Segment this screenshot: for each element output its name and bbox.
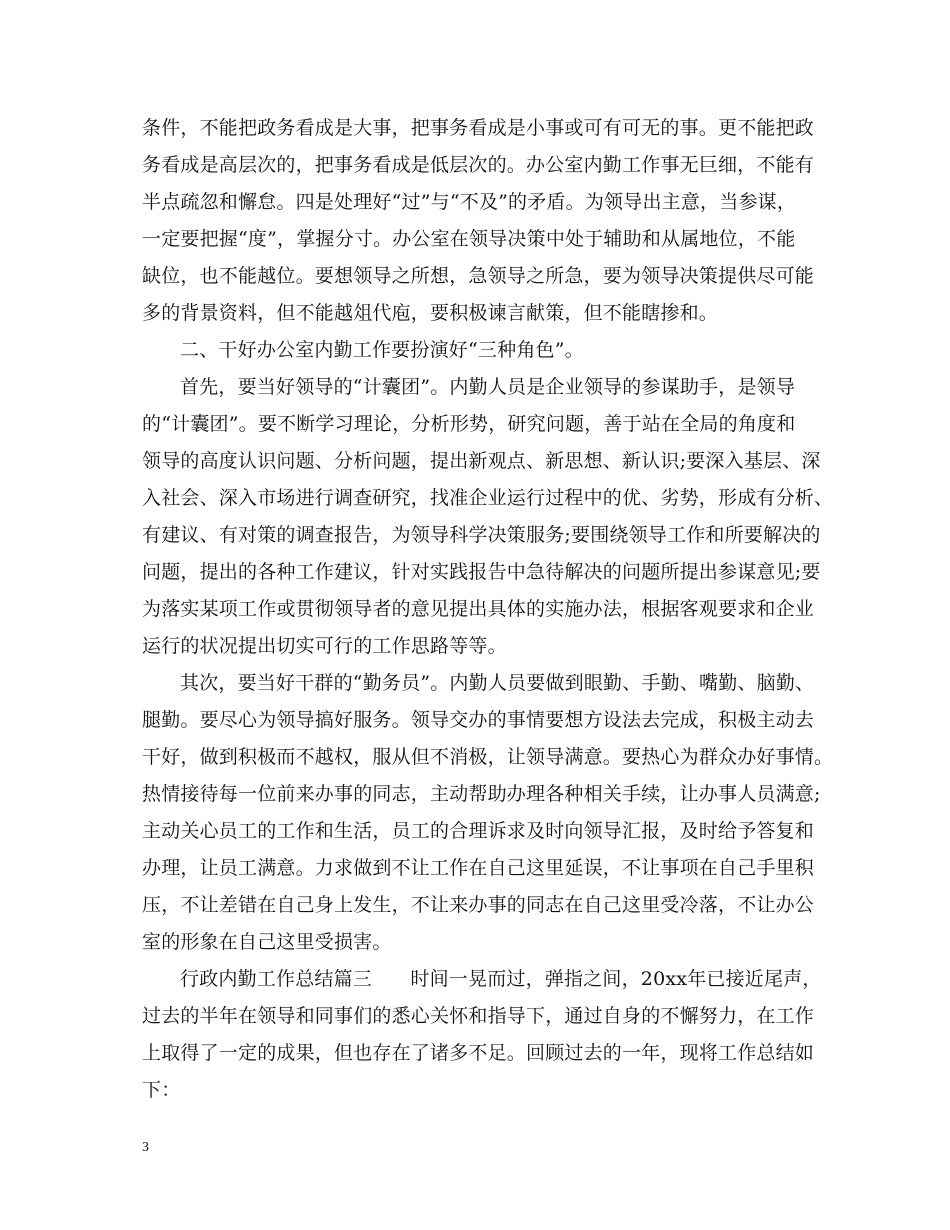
text-line: 二、干好办公室内勤工作要扮演好“三种角色”。 [180, 339, 584, 361]
text-line: 一定要把握“度”，掌握分寸。办公室在领导决策中处于辅助和从属地位，不能 [142, 228, 796, 250]
text-line: 其次，要当好干群的“勤务员”。内勤人员要做到眼勤、手勤、嘴勤、脑勤、 [180, 672, 815, 694]
text-line: 室的形象在自己这里受损害。 [142, 931, 392, 953]
text-line: 运行的状况提出切实可行的工作思路等等。 [142, 635, 507, 657]
text-line: 问题，提出的各种工作建议，针对实践报告中急待解决的问题所提出参谋意见;要 [142, 561, 821, 583]
text-line: 入社会、深入市场进行调查研究，找准企业运行过程中的优、劣势，形成有分析、 [142, 487, 834, 509]
text-line: 主动关心员工的工作和生活，员工的合理诉求及时向领导汇报，及时给予答复和 [142, 820, 815, 842]
text-line: 首先，要当好领导的“计囊团”。内勤人员是企业领导的参谋助手，是领导 [180, 376, 796, 398]
text-line: 务看成是高层次的，把事务看成是低层次的。办公室内勤工作事无巨细，不能有 [142, 154, 815, 176]
text-line: 有建议、有对策的调查报告，为领导科学决策服务;要围绕领导工作和所要解决的 [142, 524, 821, 546]
text-line: 领导的高度认识问题、分析问题，提出新观点、新思想、新认识;要深入基层、深 [142, 450, 821, 472]
text-line: 过去的半年在领导和同事们的悉心关怀和指导下，通过自身的不懈努力，在工作 [142, 1005, 815, 1027]
text-line: 行政内勤工作总结篇三 时间一晃而过，弹指之间，20xx年已接近尾声， [180, 968, 822, 990]
text-line: 下： [142, 1079, 181, 1101]
text-line: 缺位，也不能越位。要想领导之所想，急领导之所急，要为领导决策提供尽可能 [142, 265, 815, 287]
text-line: 干好，做到积极而不越权，服从但不消极，让领导满意。要热心为群众办好事情。 [142, 746, 834, 768]
text-line: 为落实某项工作或贯彻领导者的意见提出具体的实施办法，根据客观要求和企业 [142, 598, 815, 620]
text-line: 多的背景资料，但不能越俎代庖，要积极谏言献策，但不能瞎掺和。 [142, 302, 719, 324]
text-line: 上取得了一定的成果，但也存在了诸多不足。回顾过去的一年，现将工作总结如 [142, 1042, 815, 1064]
text-line: 的“计囊团”。要不断学习理论，分析形势，研究问题，善于站在全局的角度和 [142, 413, 796, 435]
body-text [142, 110, 834, 1109]
text-line: 条件，不能把政务看成是大事，把事务看成是小事或可有可无的事。更不能把政 [142, 117, 815, 139]
text-line: 热情接待每一位前来办事的同志，主动帮助办理各种相关手续，让办事人员满意; [142, 783, 821, 805]
text-line: 半点疏忽和懈怠。四是处理好“过”与“不及”的矛盾。为领导出主意，当参谋， [142, 191, 797, 213]
text-line: 办理，让员工满意。力求做到不让工作在自己这里延误，不让事项在自己手里积 [142, 857, 815, 879]
page-number: 3 [142, 1140, 149, 1155]
text-line: 压，不让差错在自己身上发生，不让来办事的同志在自己这里受冷落，不让办公 [142, 894, 815, 916]
text-line: 腿勤。要尽心为领导搞好服务。领导交办的事情要想方设法去完成，积极主动去 [142, 709, 815, 731]
